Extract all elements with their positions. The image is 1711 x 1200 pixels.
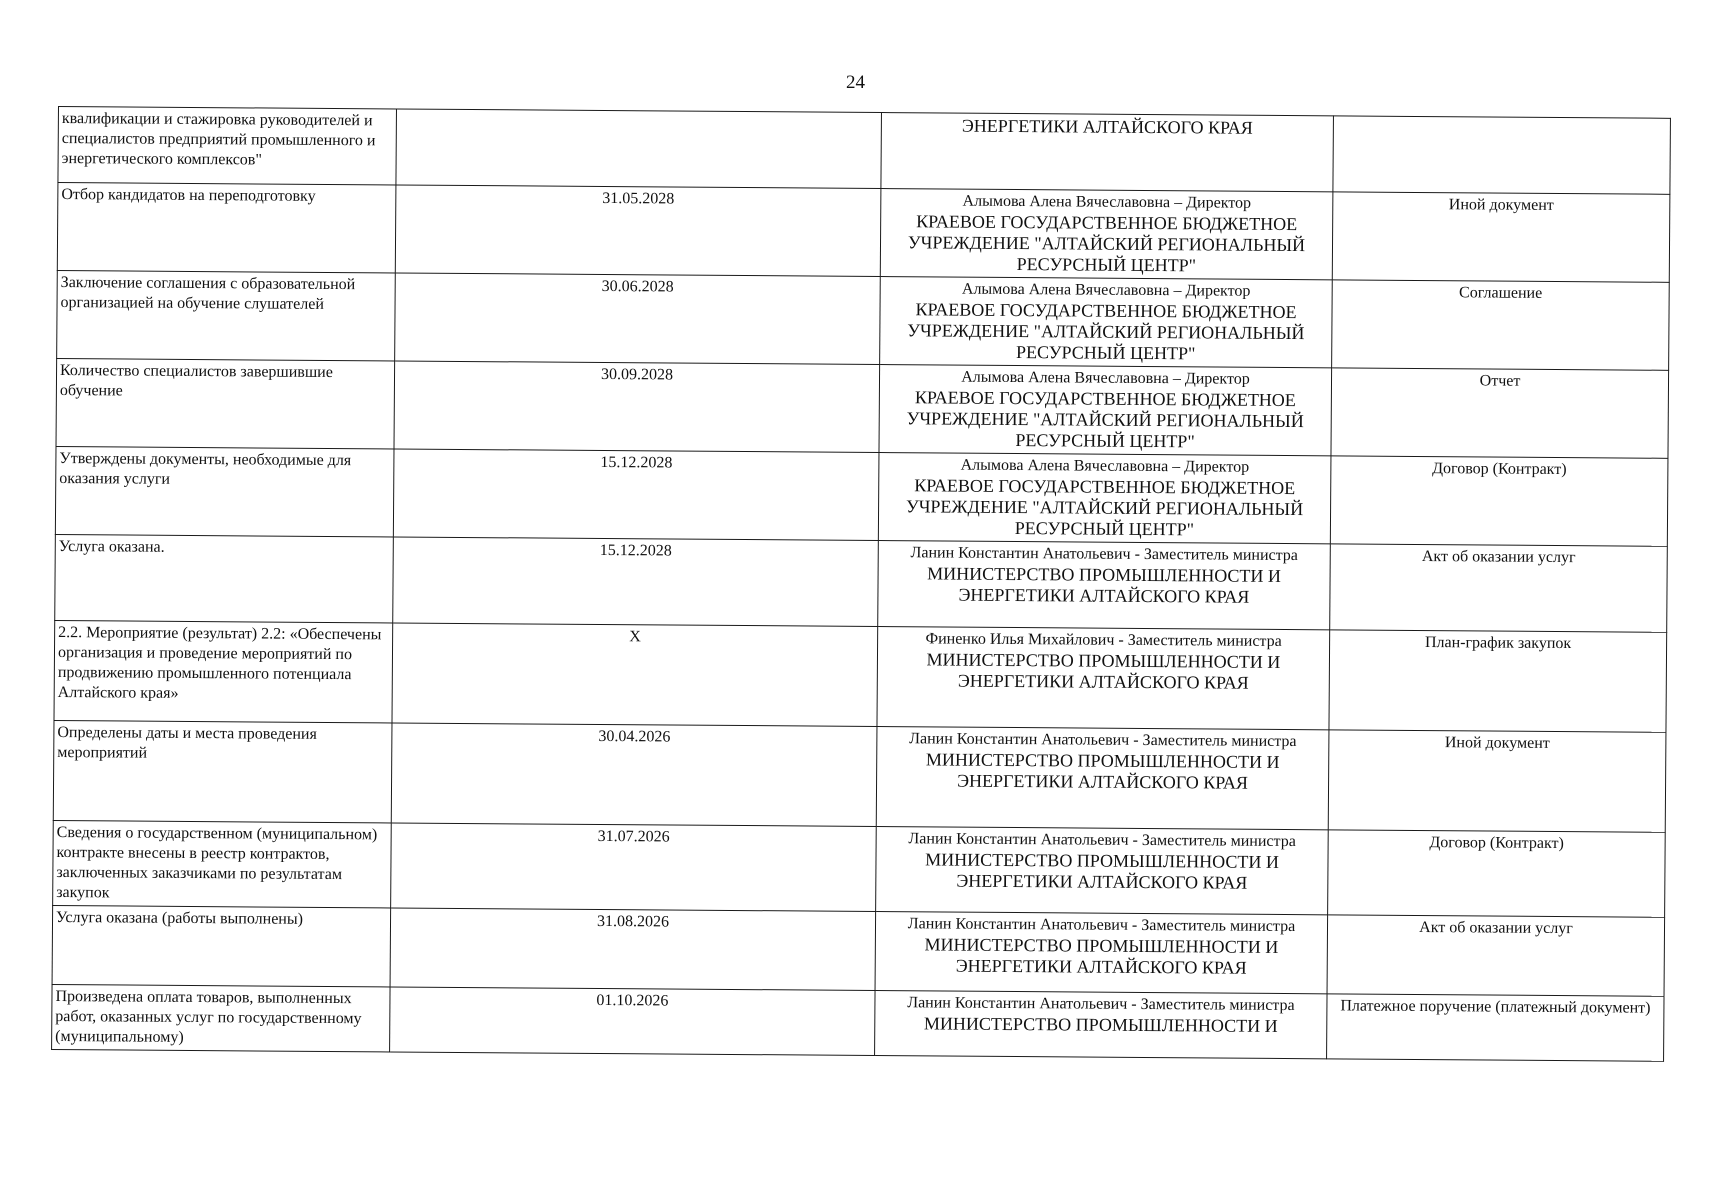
event-cell: Сведения о государственном (муниципальном) контракте внесены в реестр контрактов, заключенных заказчиками по результатам закупок xyxy=(53,820,392,907)
responsible-name: Ланин Константин Анатольевич - Заместитель министра xyxy=(907,915,1296,936)
responsible-cell xyxy=(877,627,1330,730)
table-row xyxy=(57,183,1670,283)
table-row xyxy=(53,820,1666,917)
date-cell: 31.08.2026 xyxy=(390,908,876,991)
date-cell: 01.10.2026 xyxy=(390,987,875,1056)
results-table xyxy=(51,106,1671,1062)
responsible-cell xyxy=(876,727,1329,830)
responsible-cell xyxy=(878,453,1331,544)
document-cell: Иной документ xyxy=(1332,192,1670,282)
document-cell: План-график закупок xyxy=(1329,630,1667,732)
responsible-org: МИНИСТЕРСТВО ПРОМЫШЛЕННОСТИ И xyxy=(923,1013,1278,1036)
table-row xyxy=(56,358,1669,458)
event-cell: 2.2. Мероприятие (результат) 2.2: «Обеспечены организация и проведение мероприятий по продвижению промышленного потенциала Алтайского края» xyxy=(54,620,393,722)
responsible-name: Алымова Алена Вячеславовна – Директор xyxy=(961,368,1250,388)
responsible-org: КРАЕВОЕ ГОСУДАРСТВЕННОЕ БЮДЖЕТНОЕ УЧРЕЖДЕНИЕ "АЛТАЙСКИЙ РЕГИОНАЛЬНЫЙ РЕСУРСНЫЙ ЦЕНТР" xyxy=(907,299,1305,364)
responsible-name: Финенко Илья Михайлович - Заместитель министра xyxy=(925,630,1282,650)
responsible-cell xyxy=(875,991,1327,1059)
table-row xyxy=(58,107,1671,195)
document-cell: Акт об оказании услуг xyxy=(1327,915,1665,996)
responsible-cell xyxy=(880,189,1333,280)
date-cell: 31.07.2026 xyxy=(391,823,877,912)
date-cell: 15.12.2028 xyxy=(393,449,879,541)
responsible-cell xyxy=(880,277,1333,368)
event-cell: Утверждены документы, необходимые для оказания услуги xyxy=(55,446,394,536)
event-cell: Услуга оказана (работы выполнены) xyxy=(52,905,391,986)
table-row xyxy=(53,720,1666,832)
responsible-name: Алымова Алена Вячеславовна – Директор xyxy=(960,456,1250,476)
document-cell: Договор (Контракт) xyxy=(1328,830,1666,917)
responsible-cell xyxy=(881,113,1334,192)
responsible-name: Алымова Алена Вячеславовна – Директор xyxy=(962,192,1252,212)
document-cell xyxy=(1333,116,1671,194)
date-cell: X xyxy=(392,623,878,727)
responsible-org: ЭНЕРГЕТИКИ АЛТАЙСКОГО КРАЯ xyxy=(961,115,1253,138)
responsible-org: МИНИСТЕРСТВО ПРОМЫШЛЕННОСТИ И ЭНЕРГЕТИКИ АЛТАЙСКОГО КРАЯ xyxy=(926,649,1281,693)
document-cell: Договор (Контракт) xyxy=(1330,456,1668,546)
document-cell: Платежное поручение (платежный документ) xyxy=(1327,994,1664,1061)
responsible-name: Алымова Алена Вячеславовна – Директор xyxy=(961,280,1251,300)
responsible-org: КРАЕВОЕ ГОСУДАРСТВЕННОЕ БЮДЖЕТНОЕ УЧРЕЖДЕНИЕ "АЛТАЙСКИЙ РЕГИОНАЛЬНЫЙ РЕСУРСНЫЙ ЦЕНТР" xyxy=(905,475,1304,540)
table-row xyxy=(52,984,1664,1061)
responsible-cell xyxy=(878,541,1331,630)
event-cell: квалификации и стажировка руководителей и специалистов предприятий промышленного и энергетического комплексов" xyxy=(58,107,397,185)
document-cell: Отчет xyxy=(1331,368,1669,458)
responsible-org: КРАЕВОЕ ГОСУДАРСТВЕННОЕ БЮДЖЕТНОЕ УЧРЕЖДЕНИЕ "АЛТАЙСКИЙ РЕГИОНАЛЬНЫЙ РЕСУРСНЫЙ ЦЕНТР" xyxy=(906,387,1304,452)
responsible-org: МИНИСТЕРСТВО ПРОМЫШЛЕННОСТИ И ЭНЕРГЕТИКИ АЛТАЙСКОГО КРАЯ xyxy=(927,563,1282,607)
document-cell: Акт об оказании услуг xyxy=(1330,544,1668,632)
date-cell: 31.05.2028 xyxy=(395,185,881,277)
responsible-org: МИНИСТЕРСТВО ПРОМЫШЛЕННОСТИ И ЭНЕРГЕТИКИ АЛТАЙСКОГО КРАЯ xyxy=(924,934,1279,978)
table-row xyxy=(54,620,1667,732)
responsible-org: МИНИСТЕРСТВО ПРОМЫШЛЕННОСТИ И ЭНЕРГЕТИКИ АЛТАЙСКОГО КРАЯ xyxy=(925,849,1279,893)
table-row xyxy=(57,270,1670,370)
event-cell: Отбор кандидатов на переподготовку xyxy=(57,183,396,273)
event-cell: Определены даты и места проведения мероприятий xyxy=(53,720,392,822)
date-cell: 15.12.2028 xyxy=(393,537,879,627)
document-cell: Иной документ xyxy=(1328,730,1666,832)
event-cell: Услуга оказана. xyxy=(55,534,394,622)
responsible-cell xyxy=(876,827,1329,915)
table-row xyxy=(52,905,1665,996)
responsible-org: КРАЕВОЕ ГОСУДАРСТВЕННОЕ БЮДЖЕТНОЕ УЧРЕЖДЕНИЕ "АЛТАЙСКИЙ РЕГИОНАЛЬНЫЙ РЕСУРСНЫЙ ЦЕНТР" xyxy=(907,211,1306,276)
date-cell: 30.09.2028 xyxy=(394,361,880,453)
table-row xyxy=(55,446,1668,546)
responsible-org: МИНИСТЕРСТВО ПРОМЫШЛЕННОСТИ И ЭНЕРГЕТИКИ АЛТАЙСКОГО КРАЯ xyxy=(925,749,1280,793)
responsible-name: Ланин Константин Анатольевич - Заместитель министра xyxy=(910,544,1298,565)
event-cell: Заключение соглашения с образовательной организацией на обучение слушателей xyxy=(57,270,396,360)
responsible-name: Ланин Константин Анатольевич - Заместитель министра xyxy=(909,730,1297,751)
date-cell: 30.06.2028 xyxy=(395,273,881,365)
table-row xyxy=(55,534,1668,632)
responsible-cell xyxy=(879,365,1332,456)
document-cell: Соглашение xyxy=(1332,280,1670,370)
responsible-name: Ланин Константин Анатольевич - Заместитель министра xyxy=(908,830,1296,851)
responsible-cell xyxy=(875,912,1328,994)
date-cell: 30.04.2026 xyxy=(391,723,877,827)
event-cell: Произведена оплата товаров, выполненных работ, оказанных услуг по государственному (муниципальному) xyxy=(52,984,390,1051)
responsible-name: Ланин Константин Анатольевич - Заместитель министра xyxy=(907,994,1295,1015)
event-cell: Количество специалистов завершившие обучение xyxy=(56,358,395,448)
page-number: 24 xyxy=(846,72,865,93)
date-cell xyxy=(396,109,882,189)
